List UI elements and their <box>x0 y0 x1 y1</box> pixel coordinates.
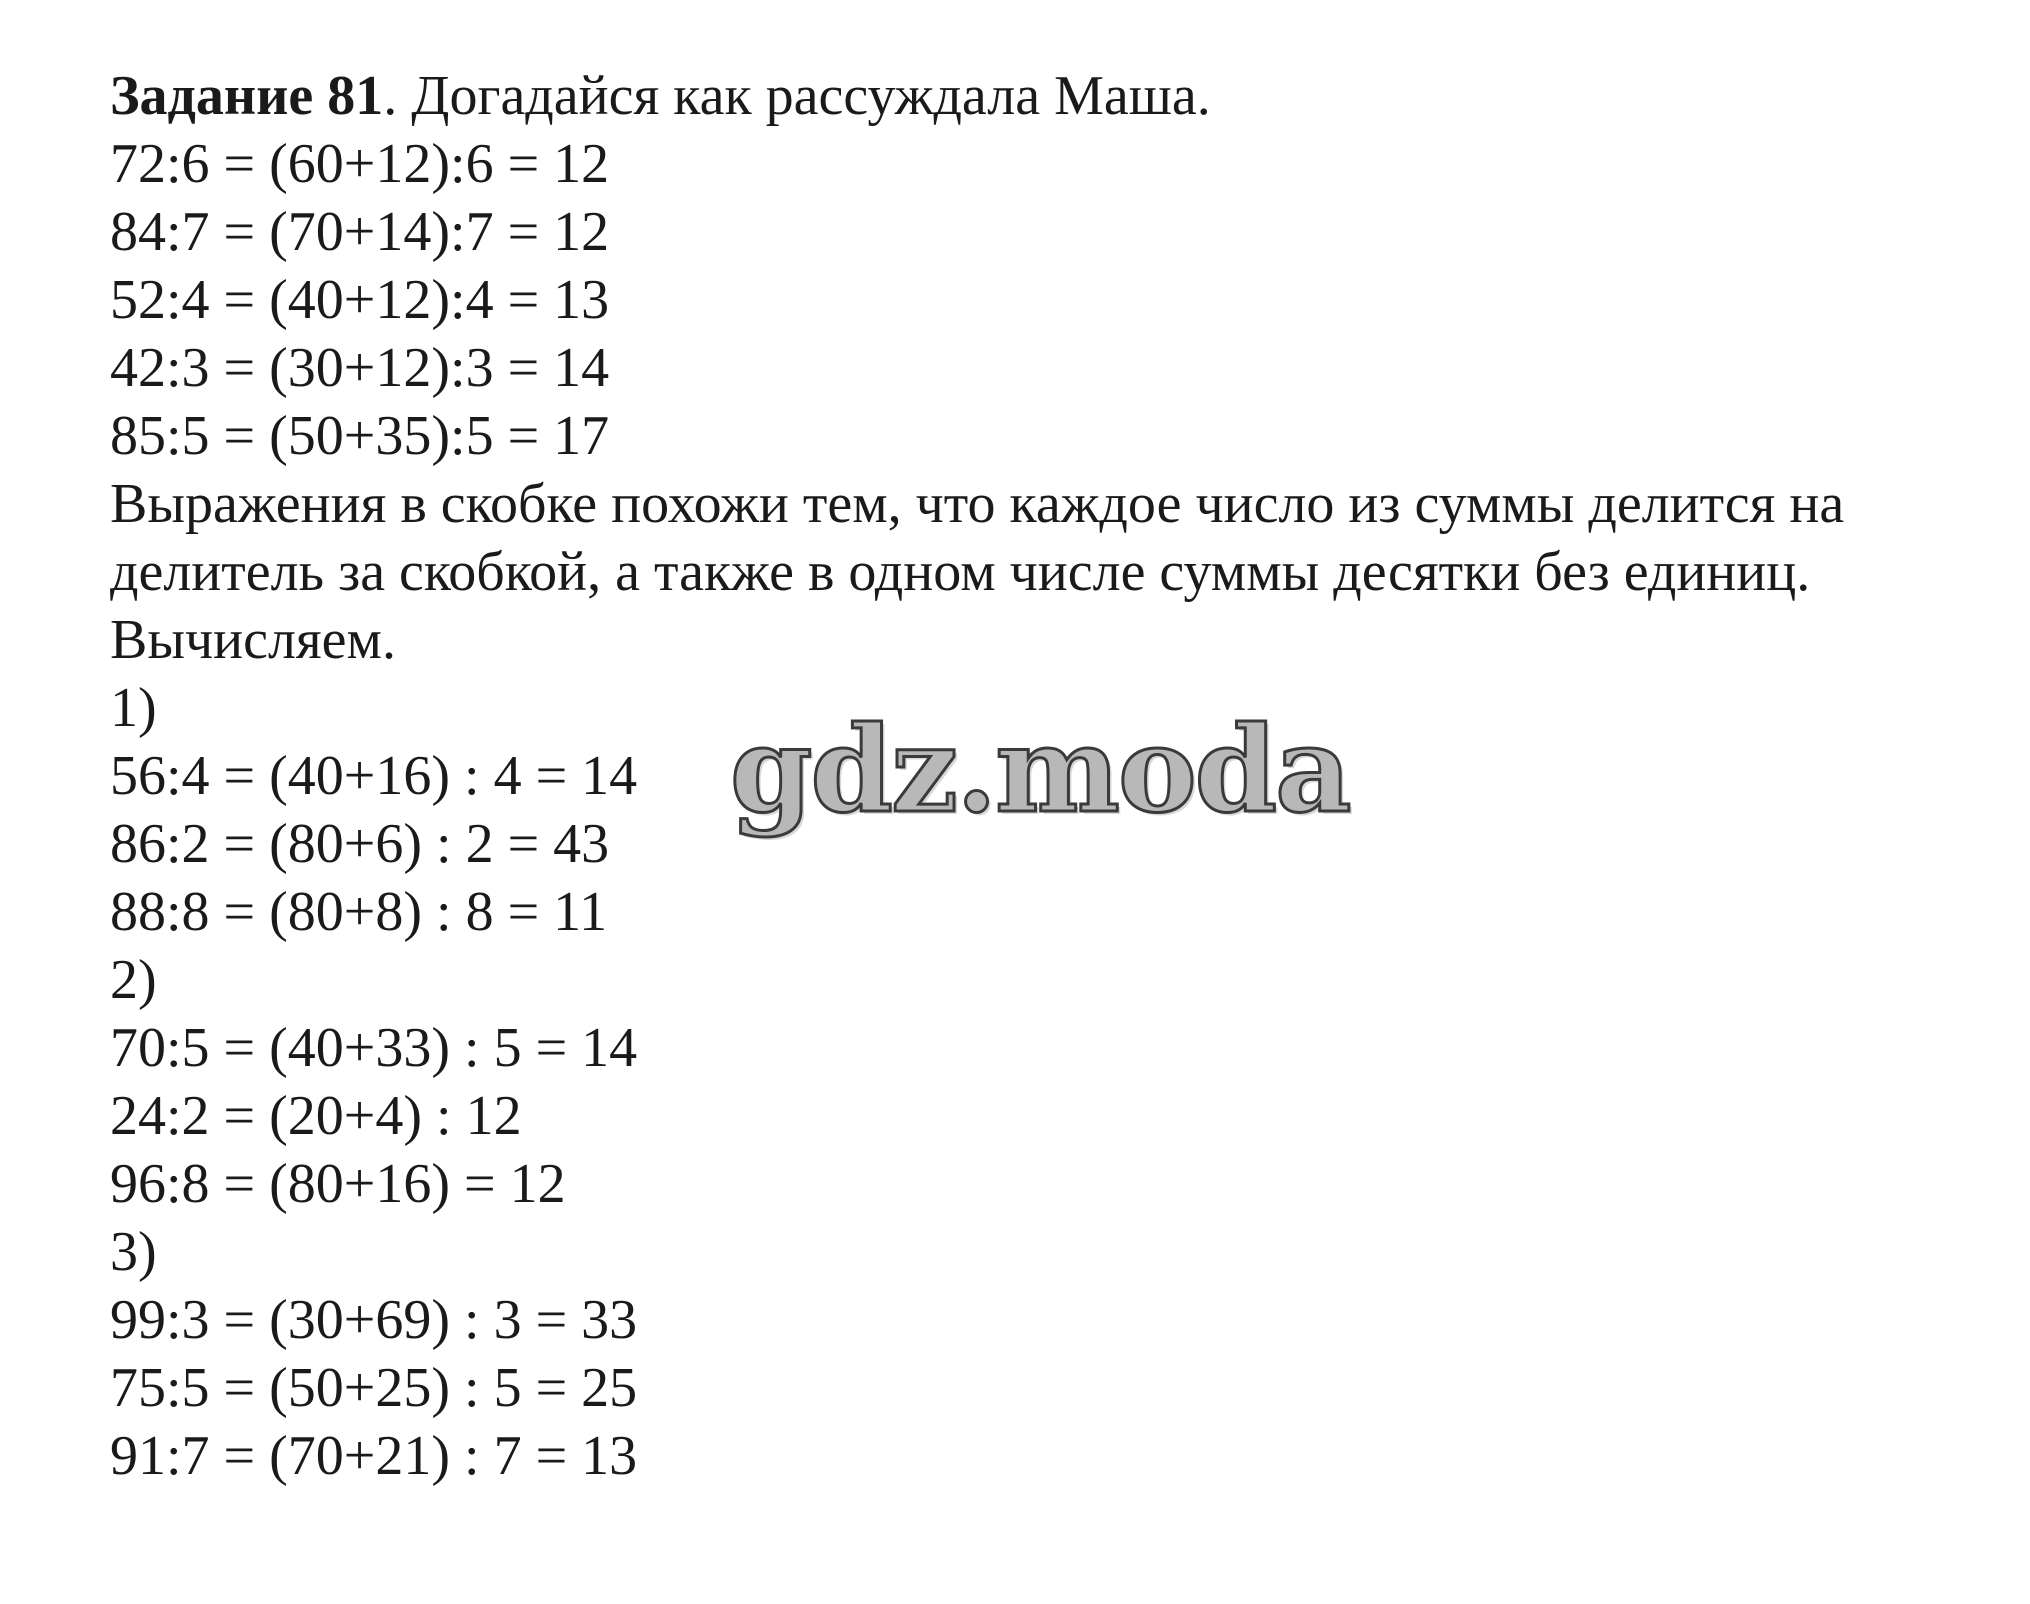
group-label: 3) <box>110 1221 157 1283</box>
task-title: Задание 81 <box>110 65 384 127</box>
watermark: gdz.moda <box>730 700 1350 839</box>
solution-line: 86:2 = (80+6) : 2 = 43 <box>110 813 610 875</box>
example-line: 52:4 = (40+12):4 = 13 <box>110 269 610 331</box>
solution-line: 75:5 = (50+25) : 5 = 25 <box>110 1357 638 1419</box>
explanation-line: Вычисляем. <box>110 609 396 671</box>
group-label: 2) <box>110 949 157 1011</box>
example-line: 84:7 = (70+14):7 = 12 <box>110 201 610 263</box>
solution-line: 99:3 = (30+69) : 3 = 33 <box>110 1289 638 1351</box>
solution-line: 91:7 = (70+21) : 7 = 13 <box>110 1425 638 1487</box>
solution-line: 70:5 = (40+33) : 5 = 14 <box>110 1017 638 1079</box>
solution-line: 56:4 = (40+16) : 4 = 14 <box>110 745 638 807</box>
solution-line: 24:2 = (20+4) : 12 <box>110 1085 522 1147</box>
solution-line: 88:8 = (80+8) : 8 = 11 <box>110 881 608 943</box>
task-heading <box>110 62 2010 130</box>
solution-line: 96:8 = (80+16) = 12 <box>110 1153 566 1215</box>
group-label: 1) <box>110 677 157 739</box>
explanation-line: делитель за скобкой, а также в одном числе суммы десятки без единиц. <box>110 541 1811 603</box>
example-line: 72:6 = (60+12):6 = 12 <box>110 133 610 195</box>
explanation-line: Выражения в скобке похожи тем, что каждое число из суммы делится на <box>110 473 1845 535</box>
task-instruction: . Догадайся как рассуждала Маша. <box>383 65 1211 127</box>
example-line: 85:5 = (50+35):5 = 17 <box>110 405 610 467</box>
example-line: 42:3 = (30+12):3 = 14 <box>110 337 610 399</box>
